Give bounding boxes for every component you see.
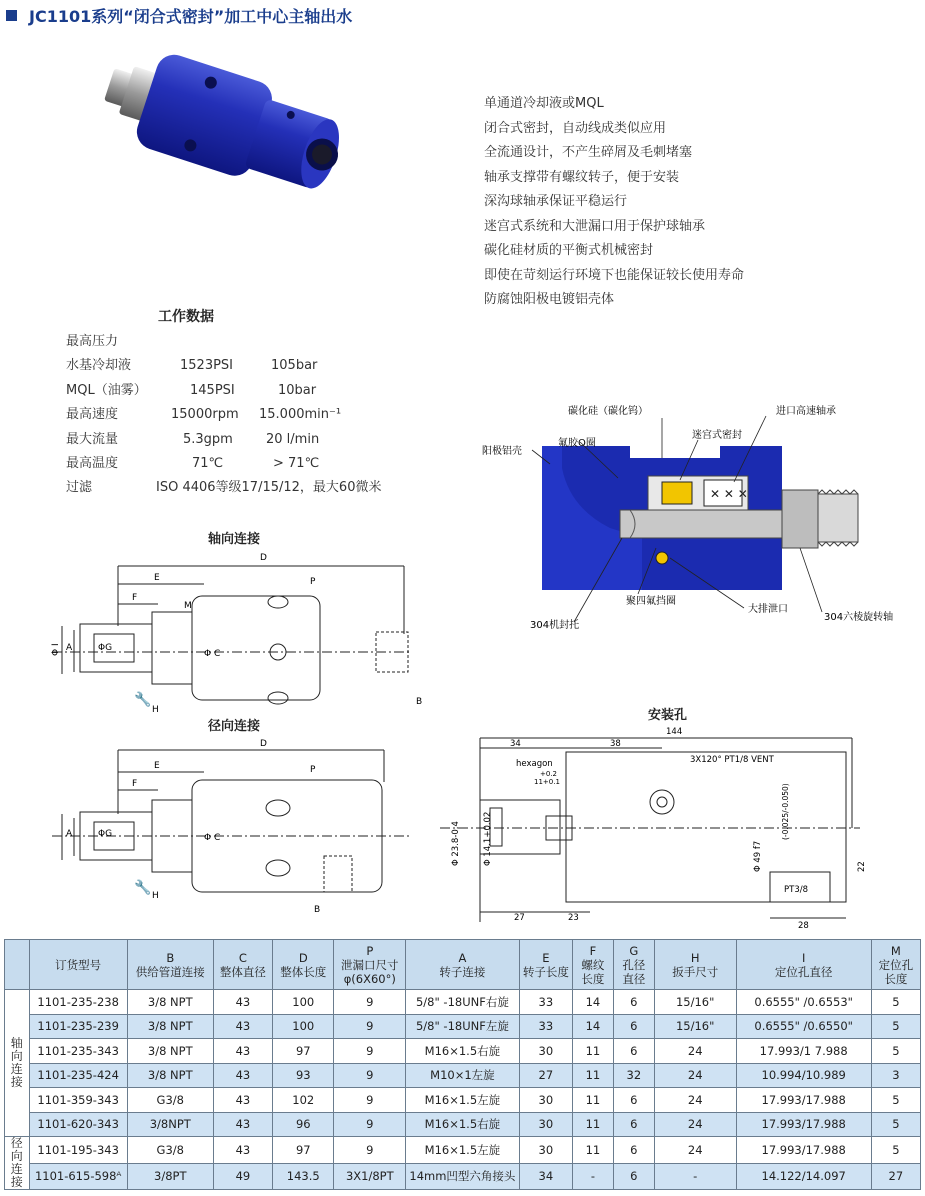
table-cell: 14mm凹型六角接头 [406,1163,520,1190]
table-cell: 1101-615-598ᴬ [29,1163,127,1190]
table-cell: 17.993/1 7.988 [736,1039,871,1064]
feature-item: 轴承支撑带有螺纹转子，便于安装 [484,169,680,185]
label-labyrinth: 迷宫式密封 [692,430,742,441]
table-cell: 0.6555" /0.6550" [736,1014,871,1039]
table-cell: 17.993/17.988 [736,1137,871,1164]
wd-label: MQL（油雾） [66,382,147,398]
table-cell: 34 [519,1163,572,1190]
table-row [5,1039,921,1064]
table-cell: 14 [572,990,613,1015]
table-cell: 24 [654,1088,736,1113]
table-cell: 24 [654,1063,736,1088]
table-cell: 3/8 NPT [127,1063,213,1088]
axial-connection-title: 轴向连接 [208,532,261,547]
table-cell: 11 [572,1063,613,1088]
vent-label: 3X120° PT1/8 VENT [690,755,774,765]
dim-A: A [66,643,73,653]
dim-D: D [260,739,267,749]
table-header-group [5,940,30,990]
th-model-label: 订货型号 [55,957,102,972]
table-cell: 6 [613,1039,654,1064]
table-cell: 9 [334,1137,406,1164]
table-cell: 11 [572,1039,613,1064]
table-cell: 5 [871,1088,920,1113]
th-c-label: 整体直径 [219,964,266,979]
dim-phi141: Φ 14.1+0.02 [483,811,493,866]
table-cell: 3/8 NPT [127,990,213,1015]
table-cell: 30 [519,1112,572,1137]
table-cell: 15/16" [654,990,736,1015]
working-data-list [66,330,426,501]
table-cell: M16×1.5左旋 [406,1137,520,1164]
table-cell: 93 [273,1063,334,1088]
table-cell: 15/16" [654,1014,736,1039]
working-data-title: 工作数据 [158,309,214,325]
wd-value-1: 15000rpm [171,407,239,423]
group-radial: 径向连接 [5,1137,30,1190]
dim-27: 27 [514,913,525,923]
label-shaft: 304六棱旋转轴 [824,612,894,623]
table-cell: 24 [654,1112,736,1137]
label-oring: 氟胶O圈 [558,438,596,449]
feature-item: 碳化硅材质的平衡式机械密封 [484,243,654,258]
radial-connection-drawing [40,736,440,916]
product-photo [80,48,380,258]
table-cell: 3X1/8PT [334,1163,406,1190]
table-cell: 24 [654,1039,736,1064]
dim-P: P [310,577,316,587]
table-cell: 33 [519,990,572,1015]
wd-value-2: 10bar [278,382,317,398]
group-axial: 轴向连接 [5,990,30,1137]
wd-value-1: 71℃ [192,455,224,471]
table-cell: 6 [613,1088,654,1113]
table-cell: 43 [213,1063,272,1088]
wd-label: 最高压力 [66,334,119,349]
title-square-icon [6,10,17,21]
table-cell: 3 [871,1063,920,1088]
table-cell: 3/8NPT [127,1112,213,1137]
table-cell: 6 [613,1137,654,1164]
table-row [5,1137,921,1164]
table-cell: G3/8 [127,1137,213,1164]
th-d-label: 整体长度 [280,964,327,979]
table-cell: 6 [613,1014,654,1039]
feature-item: 防腐蚀阳极电镀铝壳体 [484,292,615,307]
radial-connection-title: 径向连接 [208,719,261,734]
table-cell: 11 [572,1137,613,1164]
table-cell: 9 [334,990,406,1015]
th-p: P 泄漏口尺寸 φ(6X60°) [334,940,406,990]
feature-item: 即使在苛刻运行环境下也能保证较长使用寿命 [484,267,745,283]
table-cell: - [654,1163,736,1190]
mounting-hole-drawing [440,722,910,932]
hexagon-tol-1: +0.2 [540,770,557,778]
dim-phi238: Φ 23.8-0.4 [451,821,461,866]
table-cell: 43 [213,1137,272,1164]
table-cell: 0.6555" /0.6553" [736,990,871,1015]
table-row [5,990,921,1015]
table-cell: 32 [613,1063,654,1088]
th-b-label: 供给管道连接 [135,964,205,979]
working-data-row [66,354,426,378]
dim-C: Φ C [204,649,221,659]
wd-value-1: 145PSI [190,382,235,398]
table-cell: 9 [334,1088,406,1113]
working-data-row [66,452,426,476]
table-cell: 1101-235-424 [29,1063,127,1088]
table-cell: M16×1.5右旋 [406,1039,520,1064]
cross-section-diagram [470,398,910,638]
table-header-row [5,940,921,990]
dim-23: 23 [568,913,579,923]
dim-28: 28 [798,921,809,931]
table-body [5,990,921,1190]
wrench-icon: 🔧 [134,692,152,708]
wd-value-1: 1523PSI [180,358,234,374]
table-cell: 143.5 [273,1163,334,1190]
th-e: E 转子长度 [519,940,572,990]
table-cell: 5 [871,1137,920,1164]
feature-item: 全流通设计，不产生碎屑及毛刺堵塞 [484,145,693,160]
dim-D: D [260,553,267,563]
table-cell: 1101-235-343 [29,1039,127,1064]
dim-phi49-tol: (-0.025/-0.050) [781,783,790,840]
table-cell: 5 [871,1039,920,1064]
wd-value-2: 20 l/min [266,431,320,447]
th-f: F 螺纹 长度 [572,940,613,990]
wd-label: 水基冷却液 [66,358,132,374]
page-title-text: JC1101系列“闭合式密封”加工中心主轴出水 [29,7,353,26]
table-cell: 11 [572,1112,613,1137]
table-row [5,1088,921,1113]
table-cell: 5 [871,1014,920,1039]
table-cell: 43 [213,990,272,1015]
dim-A: A [66,829,73,839]
dim-B: B [314,905,321,915]
dim-38: 38 [610,739,621,749]
working-data-row [66,330,426,354]
wd-value-2: 15.000min⁻¹ [259,407,342,423]
table-cell: 49 [213,1163,272,1190]
table-cell: 11 [572,1088,613,1113]
table-cell: 1101-620-343 [29,1112,127,1137]
table-row [5,1112,921,1137]
table-cell: 6 [613,1112,654,1137]
feature-item: 迷宫式系统和大泄漏口用于保护球轴承 [484,218,706,234]
spec-table [4,939,921,1190]
dim-22: 22 [857,861,867,872]
label-bearing: 进口高速轴承 [776,406,836,417]
th-model [29,940,127,990]
table-row [5,1063,921,1088]
table-cell: 5/8" -18UNF左旋 [406,1014,520,1039]
table-cell: 27 [871,1163,920,1190]
table-cell: 6 [613,990,654,1015]
table-cell: 24 [654,1137,736,1164]
wd-value-1: 5.3gpm [183,431,233,447]
table-cell: 1101-235-238 [29,990,127,1015]
table-cell: 3/8 NPT [127,1039,213,1064]
mounting-hole-title: 安装孔 [648,708,688,723]
th-c: C 整体直径 [213,940,272,990]
wrench-icon: 🔧 [134,880,152,896]
table-cell: 1101-195-343 [29,1137,127,1164]
table-cell: 97 [273,1039,334,1064]
th-a: A 转子连接 [406,940,520,990]
table-cell: 30 [519,1088,572,1113]
wd-value-1: ISO 4406等级17/15/12，最大60微米 [156,480,382,496]
label-ptfe: 聚四氟挡圈 [626,596,676,607]
feature-list [484,92,744,313]
table-cell: 96 [273,1112,334,1137]
wd-label: 最大流量 [66,431,119,447]
dim-C: Φ C [204,833,221,843]
label-housing: 阳极铝壳 [482,446,522,457]
table-cell: 9 [334,1039,406,1064]
th-g: G 孔径 直径 [613,940,654,990]
table-cell: M16×1.5左旋 [406,1088,520,1113]
label-sic: 碳化硅（碳化钨） [568,406,648,417]
wd-label: 最高温度 [66,455,119,471]
table-cell: 27 [519,1063,572,1088]
table-cell: 9 [334,1112,406,1137]
table-cell: 5 [871,990,920,1015]
dim-F: F [132,779,138,789]
table-cell: 100 [273,990,334,1015]
table-cell: 9 [334,1014,406,1039]
th-b: B 供给管道连接 [127,940,213,990]
dim-F: F [132,593,138,603]
dim-phi49: Φ 49 f7 [753,840,763,872]
table-cell: 5/8" -18UNF右旋 [406,990,520,1015]
table-cell: 43 [213,1039,272,1064]
table-cell: 10.994/10.989 [736,1063,871,1088]
table-row [5,1163,921,1190]
table-cell: 102 [273,1088,334,1113]
wd-value-2: 105bar [271,358,318,374]
table-cell: 14.122/14.097 [736,1163,871,1190]
table-cell: 100 [273,1014,334,1039]
table-cell: 3/8PT [127,1163,213,1190]
dim-B: B [416,697,423,707]
table-cell: - [572,1163,613,1190]
dim-G: ΦG [98,643,113,653]
table-cell: 33 [519,1014,572,1039]
table-cell: 1101-235-239 [29,1014,127,1039]
hexagon-tol-2: 11+0.1 [534,778,560,786]
table-cell: 97 [273,1137,334,1164]
table-cell: 17.993/17.988 [736,1088,871,1113]
table-cell: 30 [519,1039,572,1064]
table-cell: 30 [519,1137,572,1164]
working-data-row [66,403,426,427]
table-cell: 6 [613,1163,654,1190]
pt38-label: PT3/8 [784,885,808,895]
label-holder: 304机封托 [530,620,580,631]
feature-item: 闭合式密封，自动线成类似应用 [484,120,667,136]
wd-label: 最高速度 [66,407,119,423]
working-data-row [66,428,426,452]
label-drain: 大排泄口 [748,604,788,615]
dim-H: H [152,705,159,715]
table-cell: 5 [871,1112,920,1137]
hexagon-label: hexagon [516,759,553,769]
table-cell: 43 [213,1112,272,1137]
th-h: H 扳手尺寸 [654,940,736,990]
table-cell: 1101-359-343 [29,1088,127,1113]
table-cell: G3/8 [127,1088,213,1113]
dim-G: ΦG [98,829,113,839]
dim-144: 144 [666,727,683,737]
table-row [5,1014,921,1039]
table-cell: M10×1左旋 [406,1063,520,1088]
wd-label: 过滤 [66,480,93,496]
dim-E: E [154,573,160,583]
dim-34: 34 [510,739,521,749]
page-title [6,4,352,27]
table-cell: 17.993/17.988 [736,1112,871,1137]
working-data-row [66,476,426,500]
working-data-row [66,379,426,403]
th-m: M 定位孔 长度 [871,940,920,990]
svg-text:✕ ✕ ✕: ✕ ✕ ✕ [710,487,748,501]
dim-I: Φ I [51,643,61,656]
th-i: I 定位孔直径 [736,940,871,990]
table-cell: 43 [213,1088,272,1113]
table-cell: 43 [213,1014,272,1039]
feature-item: 单通道冷却液或MQL [484,96,604,111]
table-cell: M16×1.5右旋 [406,1112,520,1137]
axial-connection-drawing [40,548,440,718]
dim-M: M [184,601,192,611]
dim-P: P [310,765,316,775]
table-cell: 3/8 NPT [127,1014,213,1039]
wd-value-2: > 71℃ [273,455,320,471]
th-d: D 整体长度 [273,940,334,990]
dim-H: H [152,891,159,901]
table-cell: 9 [334,1063,406,1088]
dim-E: E [154,761,160,771]
feature-item: 深沟球轴承保证平稳运行 [484,194,628,209]
table-cell: 14 [572,1014,613,1039]
